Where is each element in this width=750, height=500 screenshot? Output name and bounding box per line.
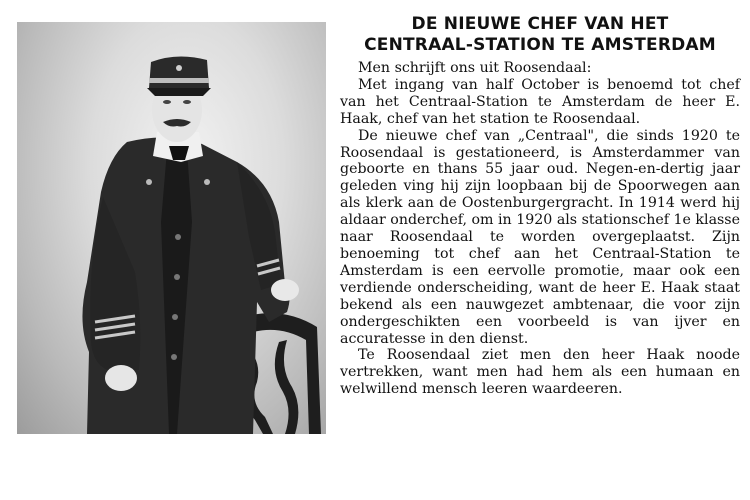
uniform-cap [147,56,211,96]
uniform-coat [82,137,289,434]
headline-line-1: DE NIEUWE CHEF VAN HET [411,14,669,34]
headline-line-2: CENTRAAL-STATION TE AMSTERDAM [364,35,716,55]
headline [340,14,740,56]
article-paragraph: De nieuwe chef van „Centraal", die sinds 1920 te Roosendaal is gestationeerd, is Amsterdammer van geboorte en thans 55 jaar oud. Negen-en-dertig jaar geleden ving hij zijn loopbaan bij de Spoorwegen aan als klerk aan de Oostenburgergracht. In 1914 werd hij aldaar onderchef, om in 1920 als stationschef 1e klasse naar Roosendaal te worden overgeplaatst. Zijn benoeming tot chef aan het Centraal-Station te Amsterdam is een eervolle promotie, maar ook een verdiende onderscheiding, want de heer E. Haak staat bekend als een nauwgezet ambtenaar, die voor zijn ondergeschikten een voorbeeld is van ijver en accuratesse in den dienst. [340,127,740,347]
left-hand [105,365,137,391]
article-paragraph: Te Roosendaal ziet men den heer Haak noode vertrekken, want men had hem als een humaan en welwillend mensch leeren waardeeren. [340,347,740,398]
article [340,14,740,398]
right-hand [271,279,299,301]
article-paragraph: Men schrijft ons uit Roosendaal: [358,60,592,76]
article-body [340,60,740,398]
portrait-figure [17,22,326,434]
portrait-photo [17,22,326,434]
article-paragraph: Met ingang van half October is benoemd tot chef van het Centraal-Station te Amsterdam de heer E. Haak, chef van het station te Roosendaal. [340,76,740,127]
